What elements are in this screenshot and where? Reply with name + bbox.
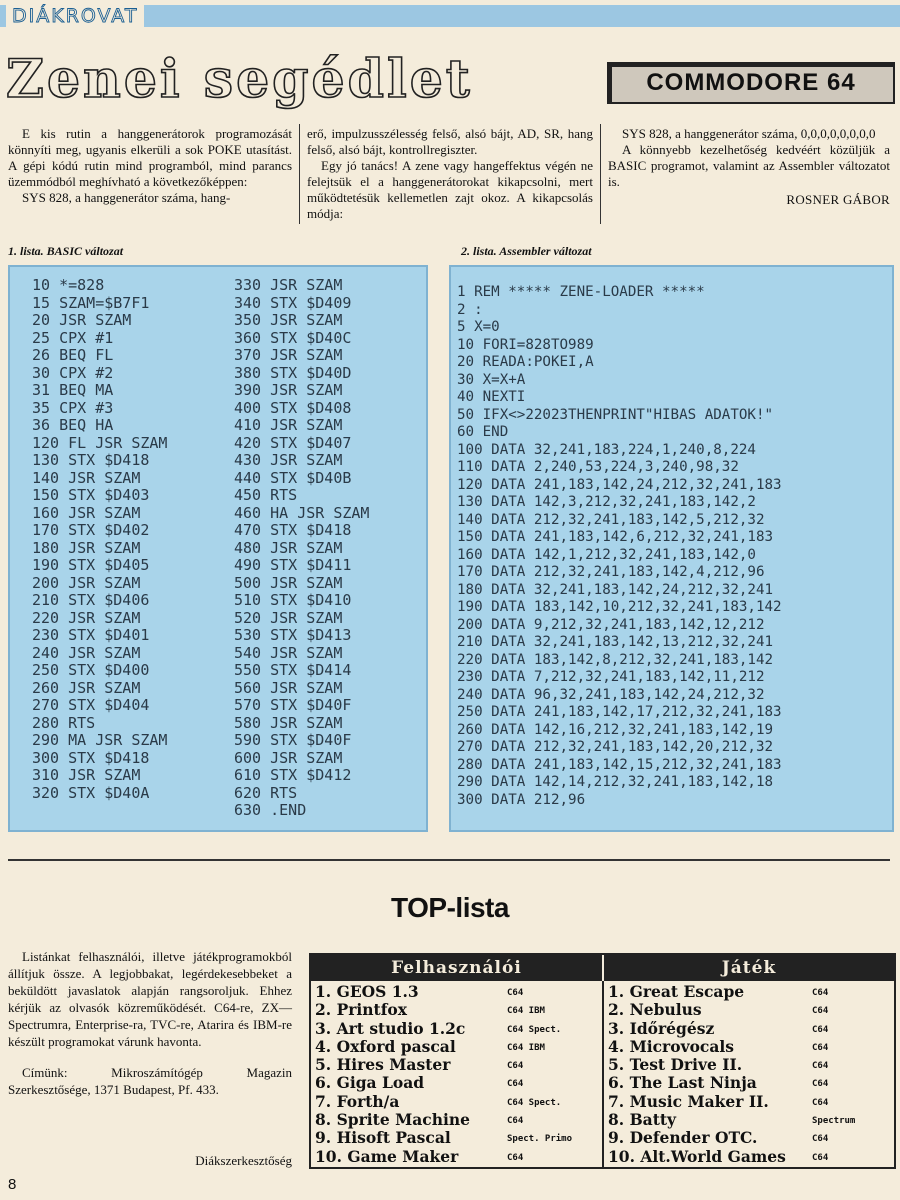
top-list-row (311, 1020, 602, 1038)
code-line: 560 JSR SZAM (234, 678, 343, 697)
game-list (604, 983, 894, 1166)
article-paragraph: erő, impulzusszélesség felső, alsó bájt, AD, SR, hang felső, alsó bájt, kontrollregiszter. (307, 126, 593, 157)
top-list-row (604, 1129, 894, 1147)
code-line: 500 JSR SZAM (234, 573, 343, 592)
code-line: 130 DATA 142,3,212,32,241,183,142,2 (457, 494, 756, 510)
program-name: 7. Forth/a (315, 1091, 400, 1111)
platform-label: C64 (812, 1006, 829, 1017)
code-line: 250 STX $D400 (32, 661, 150, 679)
user-column-header: Felhasználói (311, 955, 602, 981)
code-line: 450 RTS (234, 486, 298, 504)
top-list-row (311, 1148, 602, 1166)
page-number: 8 (8, 1176, 17, 1193)
platform-label: Spect. Primo (507, 1134, 573, 1145)
listing2-code (457, 284, 782, 809)
code-line: 480 JSR SZAM (234, 538, 343, 557)
code-line: 100 DATA 32,241,183,224,1,240,8,224 (457, 441, 756, 458)
top-list-row (604, 1001, 894, 1019)
code-line: 520 JSR SZAM (234, 608, 343, 627)
article-column-3 (608, 126, 890, 208)
user-list (311, 983, 602, 1166)
platform-label: C64 (507, 1152, 524, 1163)
brand-label: COMMODORE 64 (646, 69, 856, 96)
program-name: 6. The Last Ninja (608, 1073, 757, 1093)
article-column-2 (307, 126, 593, 222)
platform-label: C64 (507, 1116, 524, 1127)
platform-label: C64 (507, 1079, 524, 1090)
top-list-row (604, 1093, 894, 1111)
platform-label: C64 (812, 1024, 829, 1035)
code-line: 120 FL JSR SZAM (32, 433, 168, 452)
program-name: 1. GEOS 1.3 (315, 982, 419, 1001)
code-line: 200 JSR SZAM (32, 573, 141, 592)
platform-label: C64 IBM (507, 1042, 545, 1053)
code-line: 280 DATA 241,183,142,15,212,32,241,183 (457, 756, 782, 773)
code-line: 36 BEQ HA (32, 416, 114, 434)
code-line: 600 JSR SZAM (234, 748, 343, 767)
program-name: 5. Hires Master (315, 1055, 451, 1075)
program-name: 9. Hisoft Pascal (315, 1128, 451, 1148)
top-list-row (604, 1038, 894, 1056)
code-line: 140 JSR SZAM (32, 468, 141, 487)
code-line: 300 DATA 212,96 (457, 791, 586, 808)
code-line: 40 NEXTI (457, 389, 526, 405)
code-line: 140 DATA 212,32,241,183,142,5,212,32 (457, 511, 765, 528)
code-line: 220 JSR SZAM (32, 608, 141, 627)
platform-label: C64 (507, 1061, 524, 1072)
platform-label: C64 (507, 988, 524, 998)
top-list-row (311, 1093, 602, 1111)
listing2-panel (449, 265, 894, 832)
brand-box (607, 62, 895, 104)
program-name: 5. Test Drive II. (608, 1055, 743, 1075)
top-list-row (311, 1056, 602, 1074)
platform-label: C64 (812, 988, 829, 998)
column-divider (299, 124, 300, 224)
top-intro-paragraph: Listánkat felhasználói, illetve játékprogramokból állítjuk össze. A legjobbakat, legérdekesebbeket a beküldött javaslatok alapján rangsoroljuk. Ehhez kérjük az olvasók közreműködését. C64-re, ZX—Spectrumra, Enterprise-ra, TVC-re, Atarira és IBM-re készült programokat várunk havonta. (8, 949, 292, 1049)
code-line: 410 JSR SZAM (234, 416, 343, 434)
top-list-row (311, 1038, 602, 1056)
listing1-panel (8, 265, 428, 832)
code-line: 320 STX $D40A (32, 783, 150, 802)
code-line: 130 STX $D418 (32, 451, 150, 469)
code-line: 180 JSR SZAM (32, 538, 141, 557)
code-line: 230 STX $D401 (32, 626, 150, 644)
code-line: 550 STX $D414 (234, 661, 352, 679)
game-column-header: Játék (604, 955, 894, 981)
program-name: 2. Printfox (315, 1000, 407, 1020)
top-list-row (311, 1111, 602, 1129)
code-line: 270 DATA 212,32,241,183,142,20,212,32 (457, 739, 774, 755)
program-name: 6. Giga Load (315, 1073, 425, 1093)
code-line: 290 DATA 142,14,212,32,241,183,142,18 (457, 774, 774, 790)
program-name: 4. Microvocals (608, 1036, 735, 1056)
code-line: 20 READA:POKEI,A (457, 354, 594, 370)
code-line: 110 DATA 2,240,53,224,3,240,98,32 (457, 459, 739, 475)
code-line: 390 JSR SZAM (234, 381, 343, 399)
top-list-row (604, 1020, 894, 1038)
platform-label: C64 (812, 1061, 829, 1072)
top-list-signature: Diákszerkesztőség (195, 1153, 292, 1168)
program-name: 1. Great Escape (608, 982, 745, 1001)
code-line: 20 JSR SZAM (32, 311, 132, 329)
code-line: 280 RTS (32, 713, 96, 732)
section-label: DIÁKROVAT (6, 5, 144, 27)
top-intro-paragraph: Címünk: Mikroszámítógép Magazin Szerkesztősége, 1371 Budapest, Pf. 433. (8, 1065, 292, 1097)
article-paragraph: A könnyebb kezelhetőség kedvéért közüljük a BASIC programot, valamint az Assembler változatot is. (608, 142, 890, 189)
code-line: 360 STX $D40C (234, 328, 352, 347)
code-line: 60 END (457, 424, 509, 440)
code-line: 190 DATA 183,142,10,212,32,241,183,142 (457, 599, 782, 615)
top-list-row (604, 1148, 894, 1166)
program-name: 2. Nebulus (608, 1000, 702, 1020)
code-line: 330 JSR SZAM (234, 276, 343, 294)
code-line: 31 BEQ MA (32, 381, 114, 399)
top-list-row (604, 1056, 894, 1074)
column-divider (600, 124, 601, 224)
code-line: 15 SZAM=$B7F1 (32, 293, 150, 312)
code-line: 190 STX $D405 (32, 556, 150, 574)
section-band (0, 5, 900, 27)
platform-label: C64 (812, 1097, 829, 1108)
code-line: 620 RTS (234, 783, 298, 802)
code-line: 160 JSR SZAM (32, 503, 141, 522)
program-name: 9. Defender OTC. (608, 1128, 758, 1148)
code-line: 26 BEQ FL (32, 346, 114, 364)
code-line: 2 : (457, 301, 483, 318)
code-line: 1 REM ***** ZENE-LOADER ***** (457, 284, 705, 300)
code-line: 5 X=0 (457, 319, 500, 335)
code-line: 630 .END (234, 801, 307, 819)
code-line: 50 IFX<>22023THENPRINT"HIBAS ADATOK!" (457, 406, 774, 423)
top-list-row (604, 983, 894, 1001)
code-line: 310 JSR SZAM (32, 766, 141, 784)
top-list-row (604, 1074, 894, 1092)
listing1-caption: 1. lista. BASIC változat (8, 244, 124, 258)
article-column-1 (8, 126, 292, 206)
program-name: 4. Oxford pascal (315, 1036, 456, 1056)
top-list-intro (8, 948, 292, 1112)
article-paragraph: E kis rutin a hanggenerátorok programozását könnyíti meg, ugyanis elkerüli a sok POKE utasítást. A gépi kódú rutin mind programból, mind parancs üzemmódból meghívható a következőképpen: (8, 126, 292, 189)
code-line: 340 STX $D409 (234, 293, 352, 312)
program-name: 10. Alt.World Games (608, 1146, 786, 1166)
code-line: 150 DATA 241,183,142,6,212,32,241,183 (457, 529, 774, 545)
code-line: 540 JSR SZAM (234, 643, 343, 662)
code-line: 580 JSR SZAM (234, 713, 343, 732)
code-line: 430 JSR SZAM (234, 451, 343, 469)
article-paragraph: Egy jó tanács! A zene vagy hangeffektus végén ne felejtsük el a hanggenerátorokat kikapcsolni, mert működtetésük kellemetlen zajt okoz. A kikapcsolás módja: (307, 158, 593, 221)
code-line: 300 STX $D418 (32, 748, 150, 767)
article-paragraph: SYS 828, a hanggenerátor száma, hang- (22, 190, 231, 205)
code-line: 610 STX $D412 (234, 766, 352, 784)
code-line: 170 DATA 212,32,241,183,142,4,212,96 (457, 564, 765, 580)
program-name: 7. Music Maker II. (608, 1091, 769, 1111)
code-line: 240 DATA 96,32,241,183,142,24,212,32 (457, 686, 765, 703)
code-line: 260 JSR SZAM (32, 678, 141, 697)
code-line: 250 DATA 241,183,142,17,212,32,241,183 (457, 704, 782, 720)
program-name: 3. Art studio 1.2c (315, 1018, 466, 1038)
code-line: 460 HA JSR SZAM (234, 503, 370, 522)
platform-label: C64 (812, 1079, 829, 1090)
code-line: 210 STX $D406 (32, 591, 150, 609)
code-line: 420 STX $D407 (234, 433, 352, 452)
code-line: 210 DATA 32,241,183,142,13,212,32,241 (457, 634, 774, 650)
code-line: 10 *=828 (32, 276, 105, 294)
top-list-row (311, 1074, 602, 1092)
code-line: 470 STX $D418 (234, 521, 352, 539)
top-list-row (604, 1111, 894, 1129)
code-line: 30 CPX #2 (32, 363, 114, 382)
code-line: 380 STX $D40D (234, 363, 352, 382)
platform-label: C64 (812, 1042, 829, 1053)
code-line: 170 STX $D402 (32, 521, 150, 539)
top-list-row (311, 1129, 602, 1147)
code-line: 180 DATA 32,241,183,142,24,212,32,241 (457, 581, 774, 598)
code-line: 150 STX $D403 (32, 486, 150, 504)
code-line: 590 STX $D40F (234, 731, 352, 749)
code-line: 35 CPX #3 (32, 398, 114, 417)
platform-label: C64 Spect. (507, 1097, 562, 1108)
code-line: 290 MA JSR SZAM (32, 731, 168, 749)
code-line: 200 DATA 9,212,32,241,183,142,12,212 (457, 616, 765, 633)
code-line: 440 STX $D40B (234, 468, 352, 487)
program-name: 8. Sprite Machine (315, 1110, 471, 1130)
program-name: 8. Batty (608, 1110, 677, 1130)
code-line: 570 STX $D40F (234, 696, 352, 714)
code-line: 530 STX $D413 (234, 626, 352, 644)
top-list-row (311, 983, 602, 1001)
code-line: 120 DATA 241,183,142,24,212,32,241,183 (457, 476, 782, 493)
code-line: 240 JSR SZAM (32, 643, 141, 662)
platform-label: C64 (812, 1152, 829, 1163)
platform-label: C64 Spect. (507, 1024, 562, 1035)
listing1-right-column (234, 277, 369, 820)
code-line: 270 STX $D404 (32, 696, 150, 714)
program-name: 10. Game Maker (315, 1146, 459, 1166)
listing2-caption: 2. lista. Assembler változat (461, 244, 592, 258)
code-line: 230 DATA 7,212,32,241,183,142,11,212 (457, 669, 765, 685)
code-line: 370 JSR SZAM (234, 346, 343, 364)
code-line: 510 STX $D410 (234, 591, 352, 609)
top-list-table (309, 953, 896, 1169)
top-list-title: TOP-lista (391, 892, 509, 923)
article-paragraph: SYS 828, a hanggenerátor száma, 0,0,0,0,0,0,0,0 (622, 126, 876, 141)
code-line: 220 DATA 183,142,8,212,32,241,183,142 (457, 651, 774, 668)
code-line: 160 DATA 142,1,212,32,241,183,142,0 (457, 546, 756, 563)
program-name: 3. Időrégész (608, 1018, 715, 1038)
code-line: 400 STX $D408 (234, 398, 352, 417)
platform-label: C64 (812, 1134, 829, 1145)
top-list-row (311, 1001, 602, 1019)
code-line: 350 JSR SZAM (234, 311, 343, 329)
author-name: ROSNER GÁBOR (786, 192, 890, 207)
code-line: 260 DATA 142,16,212,32,241,183,142,19 (457, 721, 774, 738)
code-line: 490 STX $D411 (234, 556, 352, 574)
code-line: 10 FORI=828TO989 (457, 336, 594, 353)
article-title: Zenei segédlet (6, 49, 473, 110)
code-line: 25 CPX #1 (32, 328, 114, 347)
section-divider (8, 859, 890, 861)
platform-label: C64 IBM (507, 1006, 545, 1017)
platform-label: Spectrum (812, 1116, 856, 1127)
listing1-left-column (32, 277, 167, 802)
code-line: 30 X=X+A (457, 371, 526, 388)
